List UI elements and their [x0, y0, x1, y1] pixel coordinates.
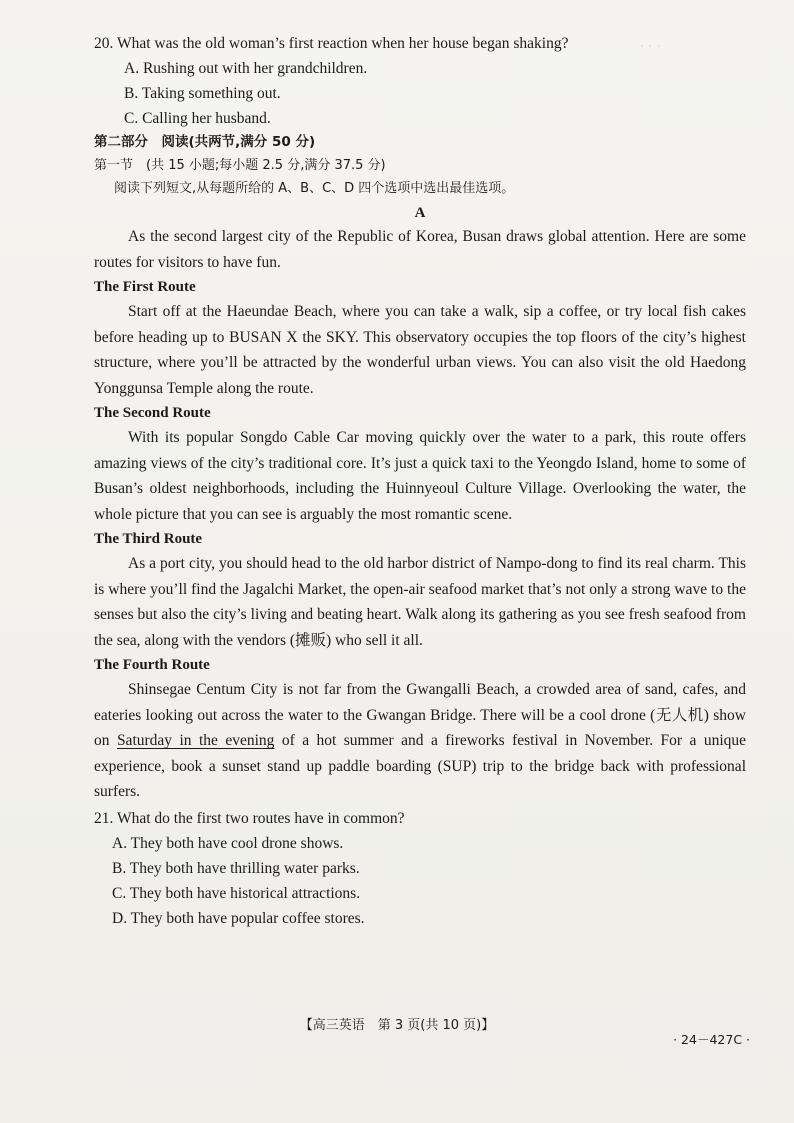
route-4-text-end: of a hot summer and a fireworks festival in November. For a unique experience, book a sunset stand up paddle boarding (SUP) trip to the bridge back with professional surfers. — [94, 732, 746, 800]
question-20-option-c: C. Calling her husband. — [124, 110, 271, 127]
paper-code: · 24－427C · — [673, 1032, 750, 1047]
route-1-text: Start off at the Haeundae Beach, where you can take a walk, sip a coffee, or try local fish cakes before heading up to BUSAN X the SKY. This observatory occupies the top floors of the city’s highest structure, where you’ll be attracted by the wonderful urban views. You can also visit the old Haedong Yonggunsa Temple along the route. — [94, 303, 746, 397]
section-one-heading: 第一节 (共 15 小题;每小题 2.5 分,满分 37.5 分) — [94, 158, 386, 173]
route-1-heading: The First Route — [94, 279, 196, 295]
question-20-option-b: B. Taking something out. — [124, 85, 281, 102]
passage-label: A — [414, 205, 426, 221]
route-4-heading: The Fourth Route — [94, 657, 210, 673]
route-4-text-start: Shinsegae Centum City is not far from the Gwangalli Beach, a crowded area of sand, cafes, and eateries looking out across the water to the Gwangan Bridge. There will be a cool drone (无人机) show on — [94, 681, 746, 749]
question-21 — [94, 807, 746, 931]
reading-instruction: 阅读下列短文,从每题所给的 A、B、C、D 四个选项中选出最佳选项。 — [114, 181, 515, 196]
question-21-option-b: B. They both have thrilling water parks. — [112, 859, 360, 877]
part-two-heading: 第二部分 阅读(共两节,满分 50 分) — [94, 134, 316, 150]
route-3-text: As a port city, you should head to the old harbor district of Nampo-dong to find its real charm. This is where you’ll find the Jagalchi Market, the open-air seafood market that’s not only a strong wave to the senses but also the city’s living and beating heart. Walk along its gathering as you see fresh seafood from the sea, along with the vendors (摊贩) who sell it all. — [94, 555, 746, 649]
route-2-text: With its popular Songdo Cable Car moving quickly over the water to a park, this route offers amazing views of the city’s traditional core. It’s just a quick taxi to the Yeongdo Island, home to some of Busan’s oldest neighborhoods, including the Huinnyeoul Culture Village. Overlooking the water, the whole picture that you can see is arguably the most romantic scene. — [94, 429, 746, 523]
passage-intro: As the second largest city of the Republic of Korea, Busan draws global attention. Here are some routes for visitors to have fun. — [94, 228, 746, 271]
question-21-option-a: A. They both have cool drone shows. — [112, 834, 344, 852]
question-21-stem: 21. What do the first two routes have in common? — [94, 809, 405, 827]
question-20-stem: 20. What was the old woman’s first reaction when her house began shaking? — [94, 35, 569, 52]
underlined-phrase: Saturday in the evening — [116, 732, 275, 749]
question-21-option-c: C. They both have historical attractions. — [112, 884, 361, 902]
route-2-heading: The Second Route — [94, 405, 211, 421]
question-20-option-a: A. Rushing out with her grandchildren. — [124, 60, 368, 77]
bleed-through-mark: · · · — [640, 40, 661, 55]
route-3-heading: The Third Route — [94, 531, 203, 547]
question-21-option-d: D. They both have popular coffee stores. — [112, 909, 365, 927]
route-4-text — [94, 677, 746, 805]
page-footer: 【高三英语 第 3 页(共 10 页)】 — [299, 1018, 495, 1033]
